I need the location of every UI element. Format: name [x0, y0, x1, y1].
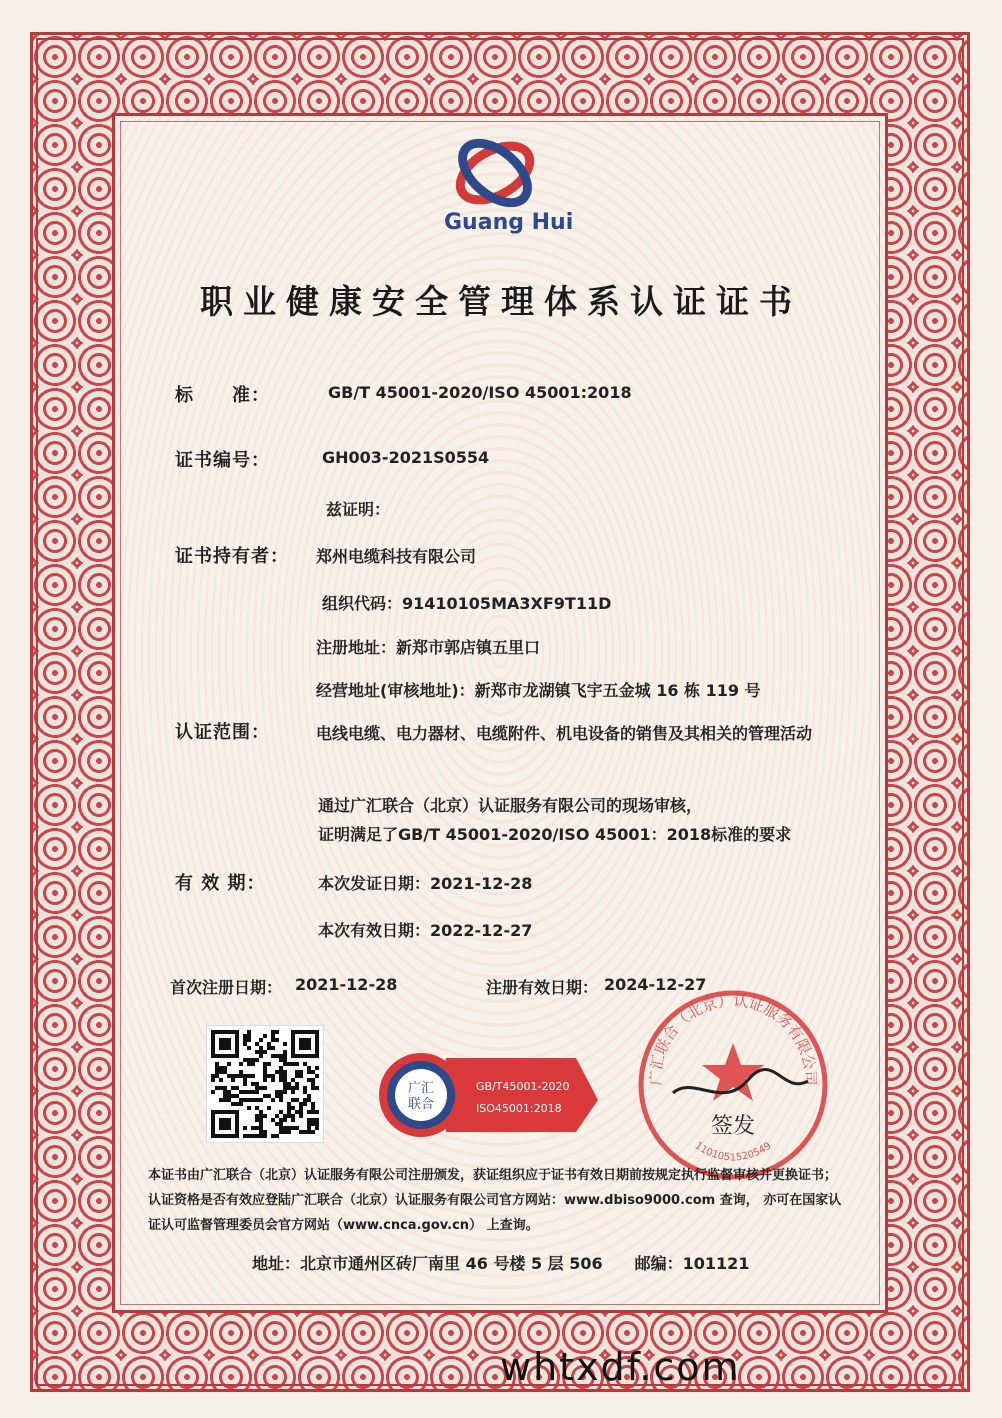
org-code: 组织代码：91410105MA3XF9T11D — [322, 594, 612, 613]
cert-no-value: GH003-2021S0554 — [322, 448, 490, 467]
reg-address: 注册地址：新郑市郭店镇五里口 — [316, 638, 541, 657]
standard-value: GB/T 45001-2020/ISO 45001:2018 — [328, 383, 632, 402]
badge-center-line2: 联合 — [407, 1097, 435, 1112]
note-line3: 证认可监督管理委员会官方网站（www.cnca.gov.cn） 上查询。 — [148, 1218, 539, 1233]
badge-std-line2: ISO45001:2018 — [476, 1102, 562, 1115]
standard-label: 标 准： — [175, 385, 270, 406]
scope-value: 电线电缆、电力器材、电缆附件、机电设备的销售及其相关的管理活动 — [316, 724, 813, 743]
badge-center-line1: 广汇 — [407, 1081, 435, 1096]
op-address: 经营地址(审核地址)：新郑市龙湖镇飞宇五金城 16 栋 119 号 — [316, 681, 761, 700]
reg-valid-value: 2024-12-27 — [604, 975, 707, 994]
scope-label: 认证范围： — [175, 722, 270, 743]
hereby-text: 兹证明： — [326, 500, 391, 519]
validity-label: 有 效 期： — [175, 873, 266, 894]
svg-text:1101051520549 — [693, 1140, 774, 1163]
cert-no-label: 证书编号： — [175, 450, 270, 471]
watermark-text: whtxdf.com — [500, 1345, 741, 1389]
expiry-date: 本次有效日期：2022-12-27 — [318, 921, 533, 940]
logo-name: Guang Hui — [444, 210, 574, 235]
holder-value: 郑州电缆科技有限公司 — [316, 547, 477, 566]
holder-label: 证书持有者： — [175, 546, 289, 567]
seal-ring-text: 广汇联合（北京）认证服务有限公司 — [646, 991, 820, 1086]
qr-code — [206, 1025, 324, 1143]
issue-date: 本次发证日期：2021-12-28 — [318, 874, 533, 893]
first-reg-label: 首次注册日期： — [170, 978, 283, 997]
statement-line2: 证明满足了GB/T 45001-2020/ISO 45001：2018标准的要求 — [318, 825, 792, 844]
statement-line1: 通过广汇联合（北京）认证服务有限公司的现场审核， — [318, 796, 703, 815]
certification-badge-icon — [376, 1050, 601, 1140]
note-line1: 本证书由广汇联合（北京）认证服务有限公司注册颁发，获证组织应于证书有效日期前按规定执行监督审核并更换证书； — [148, 1168, 838, 1183]
certificate-title: 职业健康安全管理体系认证证书 — [200, 282, 802, 321]
issuer-address: 地址：北京市通州区砖厂南里 46 号楼 5 层 506 邮编：101121 — [252, 1254, 750, 1273]
sign-label: 签发 — [710, 1114, 756, 1139]
note-line2: 认证资格是否有效应登陆广汇联合（北京）认证服务有限公司官方网站：www.dbiso9000.com 查询， 亦可在国家认 — [148, 1193, 842, 1208]
seal-code: 1101051520549 — [692, 1140, 774, 1164]
first-reg-value: 2021-12-28 — [295, 975, 398, 994]
official-seal-icon — [633, 985, 833, 1185]
reg-valid-label: 注册有效日期： — [486, 978, 599, 997]
guanghui-logo-icon — [440, 128, 550, 218]
badge-std-line1: GB/T45001-2020 — [476, 1080, 570, 1093]
